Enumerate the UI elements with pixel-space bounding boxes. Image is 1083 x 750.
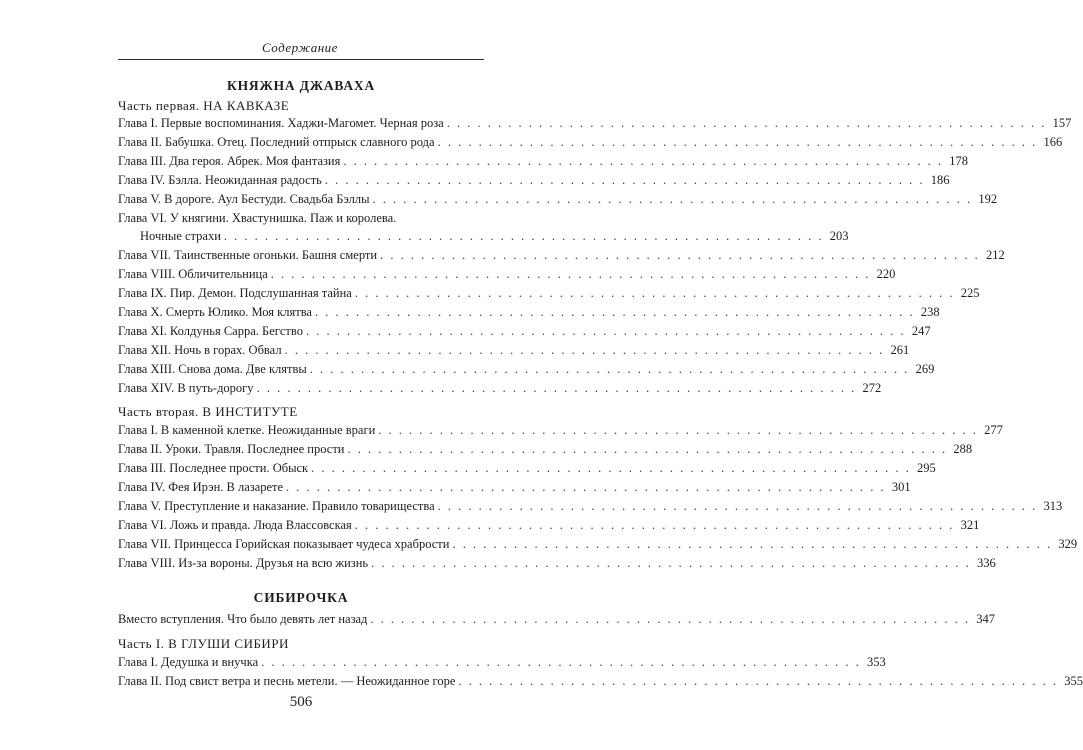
toc-entry[interactable]: Глава XIII. Снова дома. Две клятвы . . . 269	[118, 362, 484, 380]
toc-entry[interactable]: Глава III. Последнее прости. Обыск . . . 295	[118, 461, 484, 479]
toc-entry-line2[interactable]: Ночные страхи . . . 203	[118, 229, 484, 247]
toc-entry[interactable]: Глава XI. Колдунья Сарра. Бегство . . . 247	[118, 324, 484, 342]
toc-entry[interactable]: Глава XII. Ночь в горах. Обвал . . . 261	[118, 343, 484, 361]
toc-entry[interactable]: Глава I. В каменной клетке. Неожиданные враги . . . 277	[118, 423, 484, 441]
toc-entry[interactable]: Глава XIV. В путь-дорогу . . . 272	[118, 381, 484, 399]
part-title-1: Часть первая. НА КАВКАЗЕ	[118, 98, 290, 113]
toc-entry[interactable]: Глава IX. Пир. Демон. Подслушанная тайна . . . 225	[118, 286, 484, 304]
toc-entry-intro[interactable]: Вместо вступления. Что было девять лет назад . . . 347	[118, 612, 484, 630]
toc-entry-line1[interactable]: Глава VI. У княгини. Хвастунишка. Паж и королева.	[118, 211, 397, 225]
toc-entry[interactable]: Глава IV. Бэлла. Неожиданная радость . . . 186	[118, 173, 484, 191]
toc-entry[interactable]: Глава II. Под свист ветра и песнь метели. — Неожиданное горе . . . 355	[118, 674, 484, 692]
book-title-knyazhna: КНЯЖНА ДЖАВАХА	[227, 78, 375, 93]
running-head: Содержание	[262, 40, 338, 55]
header-rule	[118, 59, 484, 60]
toc-entry[interactable]: Глава I. Первые воспоминания. Хаджи-Магомет. Черная роза . . . 157	[118, 116, 484, 134]
toc-entry[interactable]: Глава X. Смерть Юлико. Моя клятва . . . 238	[118, 305, 484, 323]
toc-entry[interactable]: Глава II. Бабушка. Отец. Последний отпрыск славного рода . . . 166	[118, 135, 484, 153]
toc-entry[interactable]: Глава VII. Таинственные огоньки. Башня смерти . . . 212	[118, 248, 484, 266]
toc-entry[interactable]: Глава V. В дороге. Аул Бестуди. Свадьба Бэллы . . . 192	[118, 192, 484, 210]
toc-entry[interactable]: Глава I. Дедушка и внучка . . . 353	[118, 655, 484, 673]
page-number: 506	[289, 694, 313, 710]
toc-entry[interactable]: Глава IV. Фея Ирэн. В лазарете . . . 301	[118, 480, 484, 498]
toc-entry[interactable]: Глава VIII. Из-за вороны. Друзья на всю жизнь . . . 336	[118, 556, 484, 574]
part-title-2: Часть вторая. В ИНСТИТУТЕ	[118, 404, 298, 419]
toc-entry[interactable]: Глава VIII. Обличительница . . . 220	[118, 267, 484, 285]
part-title-sibirochka-1: Часть I. В ГЛУШИ СИБИРИ	[118, 636, 289, 651]
toc-entry[interactable]: Глава II. Уроки. Травля. Последнее прости . . . 288	[118, 442, 484, 460]
toc-entry[interactable]: Глава VI. Ложь и правда. Люда Влассовская . . . 321	[118, 518, 484, 536]
toc-entry[interactable]: Глава V. Преступление и наказание. Правило товарищества . . . 313	[118, 499, 484, 517]
toc-entry[interactable]: Глава III. Два героя. Абрек. Моя фантазия . . . 178	[118, 154, 484, 172]
book-title-sibirochka: СИБИРОЧКА	[253, 590, 349, 605]
toc-entry[interactable]: Глава VII. Принцесса Горийская показывает чудеса храбрости . . . 329	[118, 537, 484, 555]
